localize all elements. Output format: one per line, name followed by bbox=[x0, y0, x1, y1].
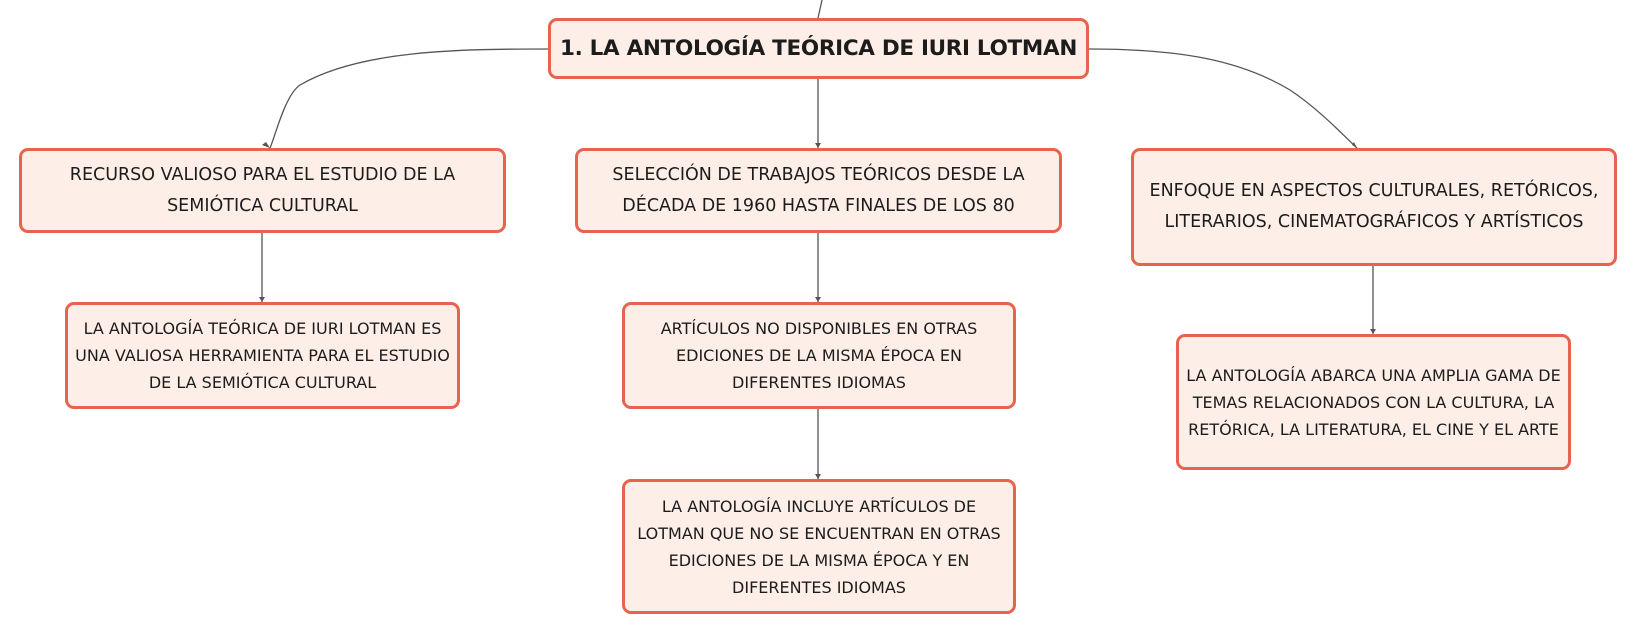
branch-node-enfoque-aspectos[interactable] bbox=[1131, 148, 1617, 266]
subtopic-label: LA ANTOLOGÍA ABARCA UNA AMPLIA GAMA DE TEMAS RELACIONADOS CON LA CULTURA, LA RETÓRICA, LA LITERATURA, EL CINE Y EL ARTE bbox=[1186, 365, 1561, 439]
subtopic-label: LA ANTOLOGÍA INCLUYE ARTÍCULOS DE LOTMAN QUE NO SE ENCUENTRAN EN OTRAS EDICIONES DE LA MISMA ÉPOCA Y EN DIFERENTES IDIOMAS bbox=[637, 496, 1001, 597]
branch-label: RECURSO VALIOSO PARA EL ESTUDIO DE LA SEMIÓTICA CULTURAL bbox=[69, 164, 456, 216]
branch-label: ENFOQUE EN ASPECTOS CULTURALES, RETÓRICOS, LITERARIOS, CINEMATOGRÁFICOS Y ARTÍSTICOS bbox=[1149, 181, 1599, 232]
subtopic-node-amplia-gama[interactable] bbox=[1176, 334, 1571, 470]
subtopic-node-articulos-no-disponibles[interactable] bbox=[622, 302, 1016, 409]
root-topic-label: 1. LA ANTOLOGÍA TEÓRICA DE IURI LOTMAN bbox=[559, 36, 1078, 61]
subtopic-label: LA ANTOLOGÍA TEÓRICA DE IURI LOTMAN ES UNA VALIOSA HERRAMIENTA PARA EL ESTUDIO DE LA SEMIÓTICA CULTURAL bbox=[75, 319, 450, 392]
branch-node-seleccion-trabajos[interactable] bbox=[575, 148, 1062, 233]
branch-label: SELECCIÓN DE TRABAJOS TEÓRICOS DESDE LA DÉCADA DE 1960 HASTA FINALES DE LOS 80 bbox=[612, 164, 1025, 216]
connector-root-to-right bbox=[1089, 49, 1357, 148]
branch-node-semiotica-cultural[interactable] bbox=[19, 148, 506, 233]
subtopic-node-herramienta[interactable] bbox=[65, 302, 460, 409]
connector-root-to-left bbox=[270, 49, 548, 148]
root-topic-node[interactable] bbox=[548, 18, 1089, 79]
subtopic-label: ARTÍCULOS NO DISPONIBLES EN OTRAS EDICIONES DE LA MISMA ÉPOCA EN DIFERENTES IDIOMAS bbox=[660, 319, 978, 392]
subtopic-node-antologia-incluye[interactable] bbox=[622, 479, 1016, 614]
connector-parent-to-root bbox=[818, 0, 822, 18]
